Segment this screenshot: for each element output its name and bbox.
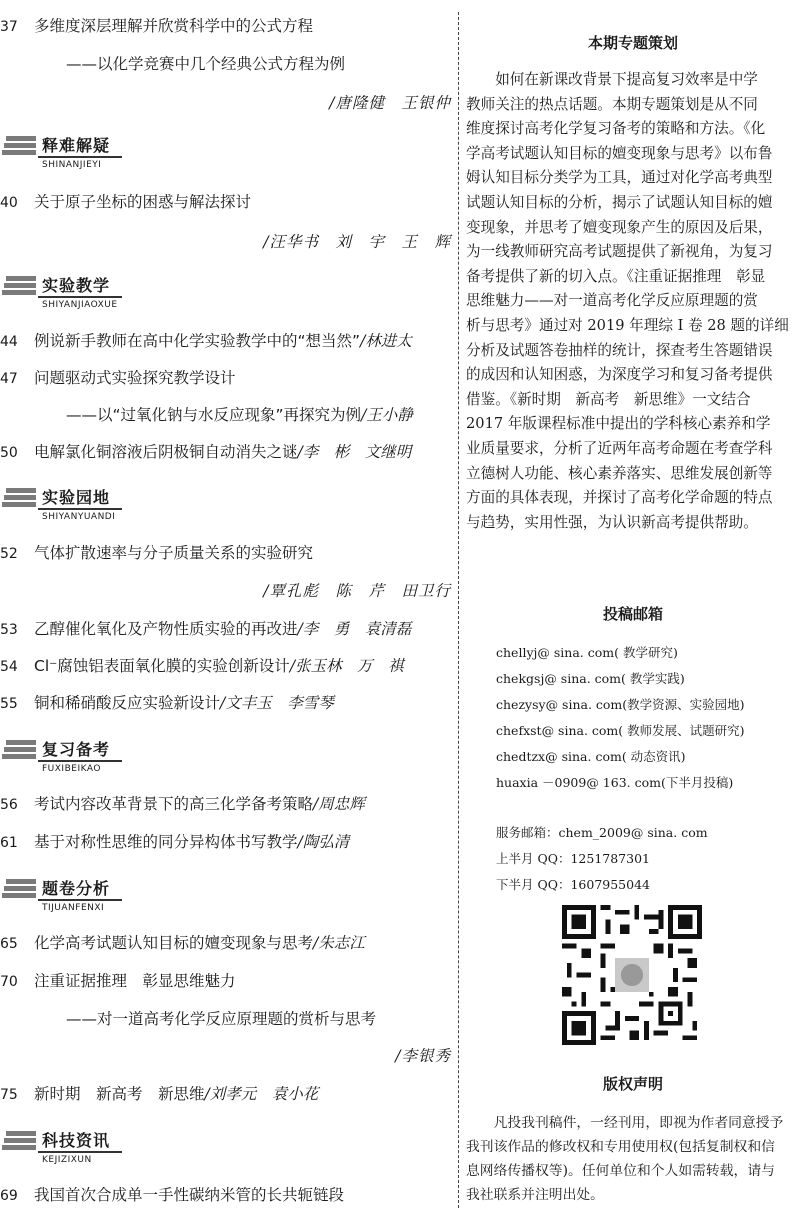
section-title: 复习备考	[42, 740, 111, 759]
section-pinyin: TIJUANFENXI	[42, 903, 105, 913]
email-link[interactable]: huaxia －0909@ 163. com(下半月投稿)	[496, 775, 734, 790]
page-number: 70	[0, 974, 18, 990]
section-pinyin: KEJIZIXUN	[42, 1155, 92, 1165]
article-authors: /李 彬 文继明	[297, 443, 412, 461]
article-authors: /唐隆健 王银仲	[329, 94, 451, 112]
article-title: 化学高考试题认知目标的嬗变现象与思考	[34, 934, 314, 952]
copyright-heading: 版权声明	[602, 1075, 663, 1093]
service-email[interactable]: 服务邮箱：chem_2009@ sina. com	[496, 825, 708, 840]
article-title: 铜和稀硝酸反应实验新设计	[34, 694, 221, 712]
page-number: 65	[0, 936, 18, 952]
article-title: Cl⁻腐蚀铝表面氧化膜的实验创新设计	[34, 657, 290, 675]
article-title: 考试内容改革背景下的高三化学备考策略	[34, 795, 314, 813]
section-bars-icon	[2, 136, 36, 158]
article-subtitle: ——以“过氧化钠与水反应现象”再探究为例	[66, 406, 362, 424]
column-divider	[458, 12, 459, 1208]
email-link[interactable]: chellyj@ sina. com( 教学研究)	[496, 645, 678, 660]
section-pinyin: FUXIBEIKAO	[42, 764, 101, 774]
plan-paragraph: 如何在新课改背景下提高复习效率是中学 教师关注的热点话题。本期专题策划是从不同 维度探讨高考化学复习备考的策略和方法。《化 学高考试题认知目标的嬗变现象与思考》以布鲁 姆认知目标分类学为工具，通过对化学高考典型 试题认知目标的分析，揭示了试题认知目标的嬗 变现象，并思考了嬗变现象产生的原因及后果， 为一线教师研究高考试题提供了新视角，为复习 备考提供了新的切入点。《注重证据推理 彰显 思维魅力——对一道高考化学反应原理题的赏 析与思考》通过对 2019 年理综 Ⅰ 卷 28 题的详细 分析及试题答卷抽样的统计，探查考生答题错误 的成因和认知困惑，为深度学习和复习备考提供 借鉴。《新时期 新高考 新思维》一文结合 2017 年版课程标准中提出的学科核心素养和学 业质量要求，分析了近两年高考命题在考查学科 立德树人功能、核心素养落实、思维发展创新等 方面的具体表现，并探讨了高考化学命题的特点 与趋势，实用性强，为认识新高考提供帮助。	[466, 71, 789, 531]
page-number: 47	[0, 371, 18, 387]
section-header	[2, 869, 452, 915]
qr-code-icon[interactable]	[562, 905, 702, 1045]
section-title: 释难解疑	[42, 136, 111, 155]
page-number: 56	[0, 797, 18, 813]
article-title: 关于原子坐标的困惑与解法探讨	[34, 193, 252, 211]
section-pinyin: SHINANJIEYI	[42, 160, 102, 170]
article-authors: /林进太	[360, 332, 412, 350]
toc-entry[interactable]	[0, 16, 313, 37]
page-number: 55	[0, 696, 18, 712]
page-number: 53	[0, 622, 18, 638]
section-title: 科技资讯	[42, 1131, 111, 1150]
email-link[interactable]: chezysy@ sina. com(教学资源、实验园地)	[496, 697, 745, 712]
article-title: 问题驱动式实验探究教学设计	[34, 369, 236, 387]
toc-entry[interactable]	[0, 693, 334, 714]
page-number: 54	[0, 659, 18, 675]
page-number: 50	[0, 445, 18, 461]
article-title: 气体扩散速率与分子质量关系的实验研究	[34, 544, 314, 562]
email-link[interactable]: chedtzx@ sina. com( 动态资讯)	[496, 749, 686, 764]
toc-entry[interactable]	[0, 1084, 318, 1105]
article-title: 我国首次合成单一手性碳纳米管的长共轭链段	[34, 1186, 345, 1204]
page-number: 75	[0, 1087, 18, 1103]
article-authors: /王小静	[361, 406, 413, 424]
section-pinyin: SHIYANYUANDI	[42, 512, 116, 522]
qq-first-half: 上半月 QQ：1251787301	[496, 851, 650, 866]
article-authors: /李 勇 袁清磊	[297, 620, 412, 638]
article-title: 电解氯化铜溶液后阴极铜自动消失之谜	[34, 443, 298, 461]
section-bars-icon	[2, 740, 36, 762]
section-bars-icon	[2, 488, 36, 510]
email-link[interactable]: chefxst@ sina. com( 教师发展、试题研究)	[496, 723, 745, 738]
toc-entry[interactable]	[0, 832, 349, 853]
article-authors: /陶弘清	[297, 833, 350, 851]
section-pinyin: SHIYANJIAOXUE	[42, 300, 118, 310]
copyright-paragraph: 凡投我刊稿件，一经刊用，即视为作者同意授予 我刊该作品的修改权和专用使用权(包括复制权和信 息网络传播权等)。任何单位和个人如需转载，请与 我社联系并注明出处。	[466, 1115, 784, 1203]
qq-second-half: 下半月 QQ：1607955044	[496, 877, 650, 892]
article-title: 乙醇催化氧化及产物性质实验的再改进	[34, 620, 298, 638]
article-authors: /周忠辉	[313, 795, 365, 813]
article-authors: /汪华书 刘 宇 王 辉	[263, 233, 451, 251]
toc-entry[interactable]	[0, 543, 313, 564]
article-title: 例说新手教师在高中化学实验教学中的“想当然”	[34, 332, 361, 350]
email-link[interactable]: chekgsj@ sina. com( 教学实践)	[496, 671, 685, 686]
toc-entry[interactable]	[0, 794, 365, 815]
page-number: 52	[0, 546, 18, 562]
section-header	[2, 730, 452, 776]
service-contacts	[496, 820, 708, 898]
toc-entry[interactable]	[0, 368, 236, 389]
article-authors: /文丰玉 李雪琴	[220, 694, 334, 712]
article-title: 新时期 新高考 新思维	[34, 1085, 205, 1103]
toc-entry[interactable]	[0, 933, 365, 954]
section-header	[2, 126, 452, 172]
section-header	[2, 1121, 452, 1167]
plan-heading: 本期专题策划	[587, 34, 678, 52]
page-number: 37	[0, 19, 18, 35]
section-header	[2, 266, 452, 312]
section-title: 题卷分析	[42, 879, 111, 898]
sidebar-panel	[466, 0, 800, 1214]
mailbox-list	[496, 640, 745, 796]
toc-entry[interactable]	[0, 971, 236, 992]
page-number: 69	[0, 1188, 18, 1204]
toc-entry[interactable]	[0, 1185, 344, 1206]
article-title: 多维度深层理解并欣赏科学中的公式方程	[34, 17, 314, 35]
section-bars-icon	[2, 276, 36, 298]
article-subtitle: ——对一道高考化学反应原理题的赏析与思考	[66, 1010, 377, 1028]
mailbox-heading: 投稿邮箱	[602, 605, 663, 623]
section-title: 实验园地	[42, 488, 111, 507]
section-bars-icon	[2, 879, 36, 901]
toc-entry[interactable]	[0, 331, 412, 352]
toc-entry[interactable]	[0, 619, 411, 640]
toc-entry[interactable]	[0, 442, 411, 463]
section-bars-icon	[2, 1131, 36, 1153]
page-number: 61	[0, 835, 18, 851]
article-subtitle: ——以化学竞赛中几个经典公式方程为例	[66, 55, 346, 73]
section-title: 实验教学	[42, 276, 111, 295]
article-authors: /张玉林 万 祺	[289, 657, 404, 675]
section-header	[2, 478, 452, 524]
article-authors: /李银秀	[395, 1047, 451, 1065]
article-authors: /朱志江	[313, 934, 365, 952]
toc-entry[interactable]	[0, 192, 251, 213]
article-authors: /刘孝元 袁小花	[204, 1085, 319, 1103]
article-authors: /覃孔彪 陈 芹 田卫行	[263, 582, 451, 600]
page-number: 44	[0, 334, 18, 350]
page-number: 40	[0, 195, 18, 211]
article-title: 基于对称性思维的同分异构体书写教学	[34, 833, 298, 851]
article-title: 注重证据推理 彰显思维魅力	[34, 972, 236, 990]
toc-entry[interactable]	[0, 656, 404, 677]
